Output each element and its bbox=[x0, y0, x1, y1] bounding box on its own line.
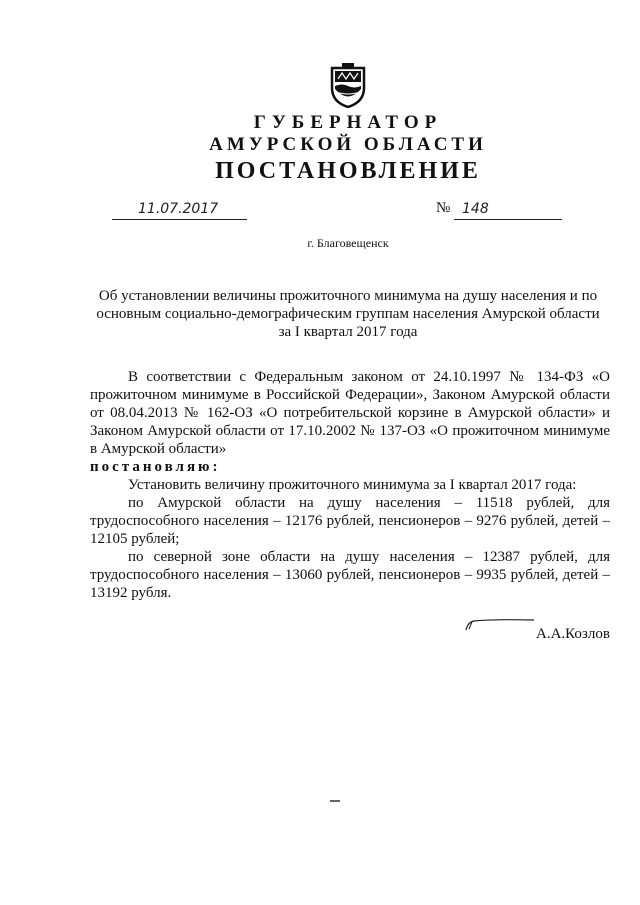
decree-word: постановляю: bbox=[90, 459, 221, 475]
title-line: за I квартал 2017 года bbox=[278, 324, 418, 340]
document-number: 148 bbox=[462, 201, 489, 217]
document-type-heading: ПОСТАНОВЛЕНИЕ bbox=[215, 158, 481, 184]
signer-name: А.А.Козлов bbox=[536, 626, 610, 642]
amur-oblast-coat-of-arms-icon bbox=[328, 62, 368, 108]
title-line: Об установлении величины прожиточного минимума на душу населения и по bbox=[98, 288, 598, 304]
issue-city: г. Благовещенск bbox=[307, 236, 389, 250]
item-intro-paragraph: Установить величину прожиточного минимума за I квартал 2017 года: bbox=[128, 477, 577, 493]
scan-mark bbox=[330, 800, 340, 802]
document-date: 11.07.2017 bbox=[138, 201, 219, 217]
item-north-paragraph: по северной зоне области на душу населения – 12387 рублей, для трудоспособного населения – 13060 рублей, пенсионеров – 9935 рублей, детей – 13192 рубля. bbox=[90, 549, 610, 601]
authority-title-line1: ГУБЕРНАТОР bbox=[253, 112, 443, 133]
handwritten-signature bbox=[464, 618, 536, 632]
document-date-field bbox=[112, 201, 247, 220]
item-region-paragraph: по Амурской области на душу населения – 11518 рублей, для трудоспособного населения – 12176 рублей, пенсионеров – 9276 рублей, детей – 12105 рублей; bbox=[90, 495, 610, 547]
number-label: № bbox=[436, 200, 451, 216]
document-number-field bbox=[454, 201, 562, 220]
title-line: основным социально-демографическим группам населения Амурской области bbox=[96, 306, 600, 322]
authority-title-line2: АМУРСКОЙ ОБЛАСТИ bbox=[209, 134, 487, 155]
document-title bbox=[70, 287, 626, 341]
document-body bbox=[90, 368, 610, 602]
preamble-paragraph: В соответствии с Федеральным законом от 24.10.1997 № 134-ФЗ «О прожиточном минимуме в Российской Федерации», Законом Амурской области от 08.04.2013 № 162-ОЗ «О потребительской корзине в Амурской области» и Законом Амурской области от 17.10.2002 № 137-ОЗ «О прожиточном минимуме в Амурской области» bbox=[90, 369, 610, 457]
